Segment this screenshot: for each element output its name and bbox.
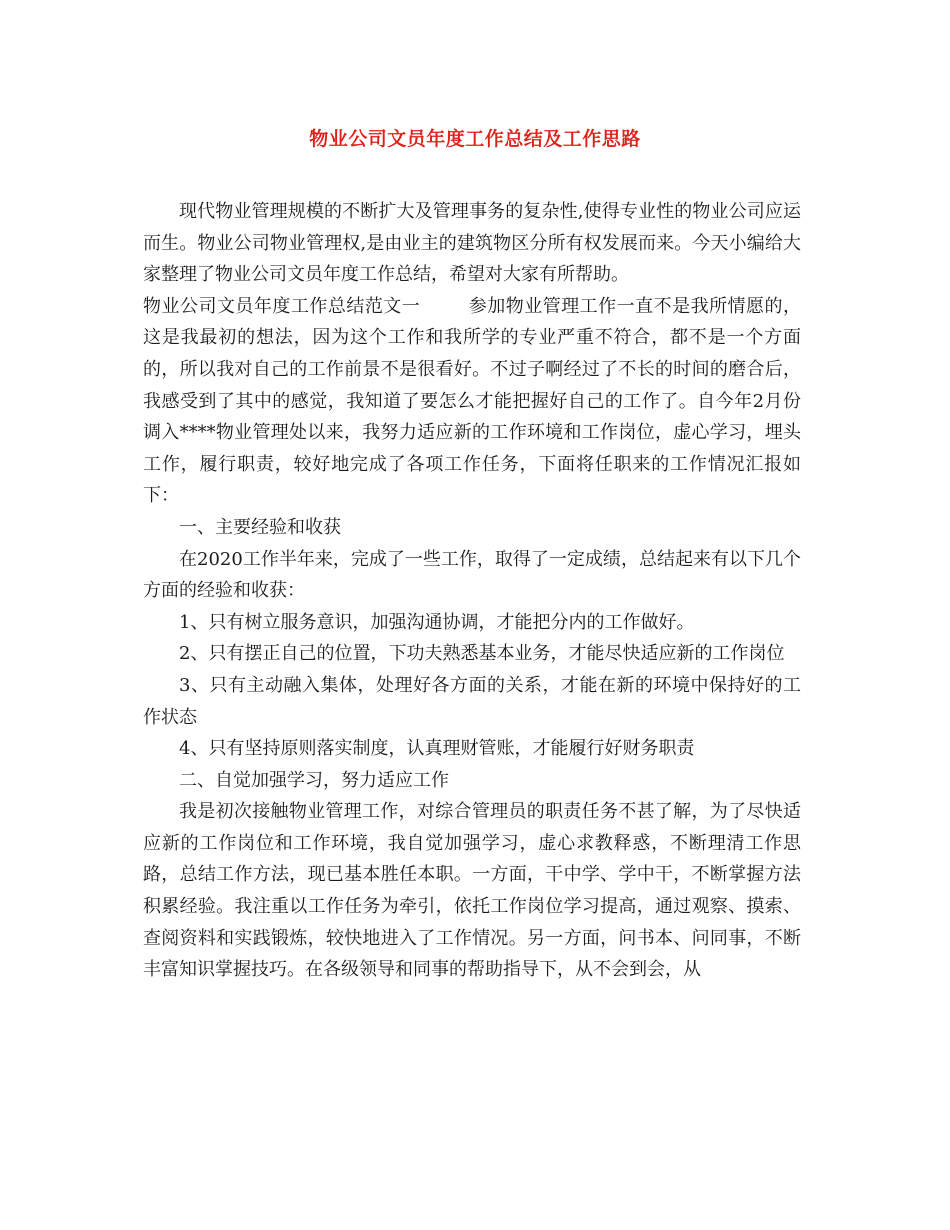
section2-body: 我是初次接触物业管理工作，对综合管理员的职责任务不甚了解，为了尽快适应新的工作岗位和工作环境，我自觉加强学习，虚心求教释惑，不断理清工作思路，总结工作方法，现已基本胜任本职。一方面，干中学、学中干，不断掌握方法积累经验。我注重以工作任务为牵引，依托工作岗位学习提高，通过观察、摸索、查阅资料和实践锻炼，较快地进入了工作情况。另一方面，问书本、问同事，不断丰富知识掌握技巧。在各级领导和同事的帮助指导下，从不会到会，从: [143, 801, 801, 981]
section1-intro: 在2020工作半年来，完成了一些工作，取得了一定成绩，总结起来有以下几个方面的经验和收获：: [143, 548, 801, 602]
document-body: [143, 196, 801, 986]
section1-item-1: 1、只有树立服务意识，加强沟通协调，才能把分内的工作做好。: [179, 611, 695, 633]
section2-heading: 二、自觉加强学习，努力适应工作: [179, 769, 449, 791]
sample-paragraph: [143, 291, 801, 512]
section1-heading: 一、主要经验和收获: [179, 516, 341, 538]
document-title: 物业公司文员年度工作总结及工作思路: [309, 128, 641, 150]
section1-item-3: 3、只有主动融入集体，处理好各方面的关系，才能在新的环境中保持好的工作状态: [143, 674, 801, 728]
sample-opening-text: 参加物业管理工作一直不是我所情愿的，这是我最初的想法，因为这个工作和我所学的专业严重不符合，都不是一个方面的，所以我对自己的工作前景不是很看好。不过子啊经过了不长的时间的磨合后，我感受到了其中的感觉，我知道了要怎么才能把握好自己的工作了。自今年2月份调入****物业管理处以来，我努力适应新的工作环境和工作岗位，虚心学习，埋头工作，履行职责，较好地完成了各项工作任务，下面将任职来的工作情况汇报如下：: [143, 295, 802, 507]
section1-item-4: 4、只有坚持原则落实制度，认真理财管账，才能履行好财务职责: [179, 738, 695, 760]
sample-heading: 物业公司文员年度工作总结范文一: [143, 295, 421, 317]
section1-item-2: 2、只有摆正自己的位置，下功夫熟悉基本业务，才能尽快适应新的工作岗位: [179, 643, 785, 665]
intro-paragraph: 现代物业管理规模的不断扩大及管理事务的复杂性,使得专业性的物业公司应运而生。物业公司物业管理权,是由业主的建筑物区分所有权发展而来。今天小编给大家整理了物业公司文员年度工作总结，希望对大家有所帮助。: [143, 201, 801, 286]
